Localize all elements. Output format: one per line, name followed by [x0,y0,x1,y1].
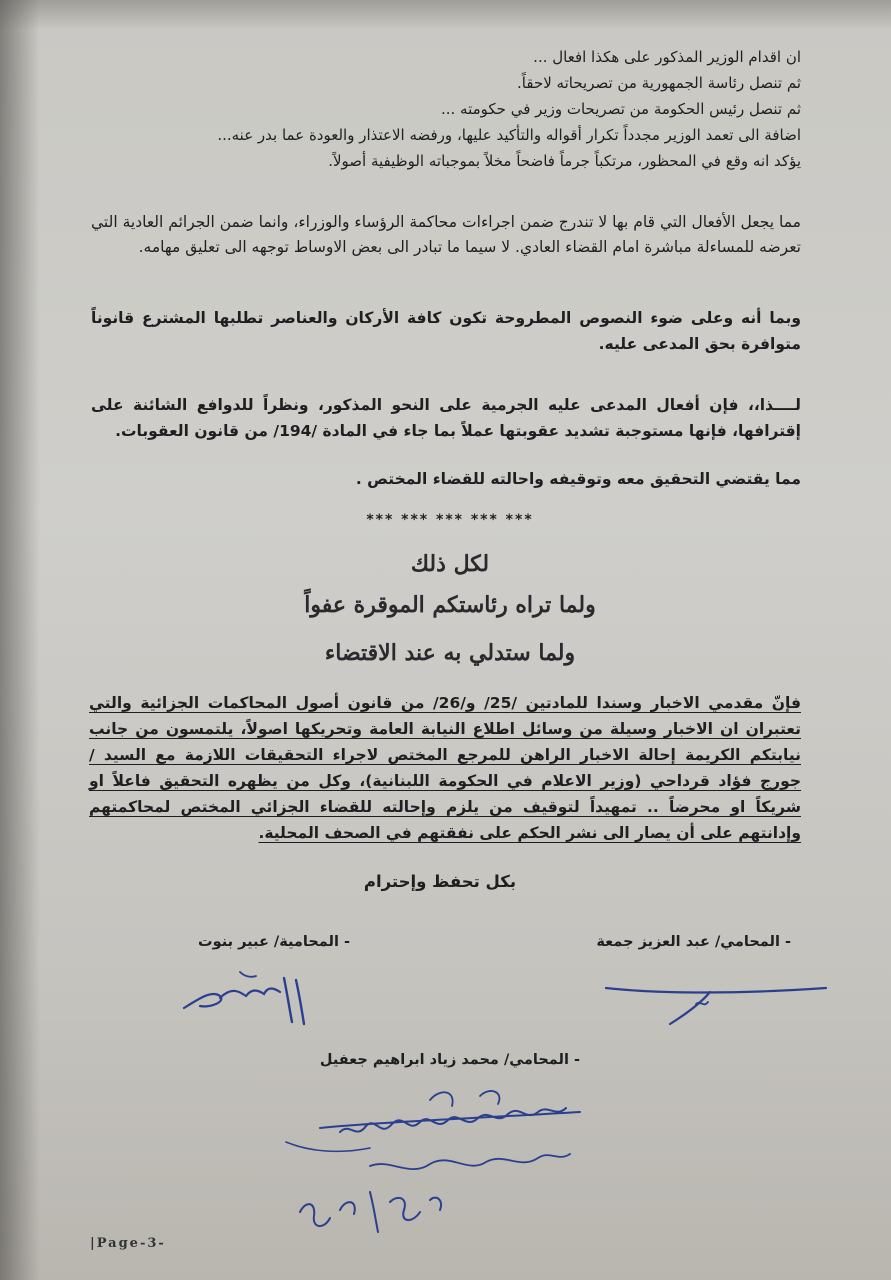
paragraph-5: مما يقتضي التحقيق معه وتوقيفه واحالته للقضاء المختص . [355,470,801,488]
signatory-left: - المحامية/ عبير بنوت [198,934,350,950]
signature-left [180,968,320,1028]
signature-right [600,978,830,1028]
heading-honorable-presidency: ولما تراه رئاستكم الموقرة عفواً [304,592,596,618]
paragraph-1 [91,44,801,174]
paragraph-2: مما يجعل الأفعال التي قام بها لا تندرج ضمن اجراءات محاكمة الرؤساء والوزراء، وانما ضمن الجرائم العادية التي تعرضه للمساءلة مباشرة امام القضاء العادي. لا سيما ما تبادر الى بعض الاوساط توجهه الى تعليق مهامه. [91,213,801,256]
paragraph-3: وبما أنه وعلى ضوء النصوص المطروحة تكون كافة الأركان والعناصر تطلبها المشترع قانوناً متوافرة بحق المدعى عليه. [91,309,801,353]
scan-top-shadow [0,0,891,30]
paragraph-request [89,690,801,846]
paragraph-1-line: ثم تنصل رئيس الحكومة من تصريحات وزير في حكومته ... [440,100,801,118]
heading-for-all-that: لكل ذلك [410,551,490,577]
lawyer-stamp-signature [280,1082,610,1242]
paragraph-1-line: اضافة الى تعمد الوزير مجدداً تكرار أقواله والتأكيد عليها، ورفضه الاعتذار والعودة عما بدر عنه... [217,126,801,144]
closing-salutation: بكل تحفظ وإحترام [363,872,517,891]
paragraph-1-line: ان اقدام الوزير المذكور على هكذا افعال ... [533,48,801,66]
paragraph-1-line: يؤكد انه وقع في المحظور، مرتكباً جرماً فاضحاً مخلاً بموجباته الوظيفية أصولاً. [328,152,801,170]
heading-when-needed: ولما ستدلي به عند الاقتضاء [324,640,576,666]
signatory-right: - المحامي/ عبد العزيز جمعة [596,934,791,950]
paragraph-request-text: فإنّ مقدمي الاخبار وسندا للمادتين /25/ و/26/ من قانون أصول المحاكمات الجزائية والتي تعتبران ان الاخبار وسيلة من وسائل اطلاع النيابة العامة وتحريكها اصولاً، يلتمسون من جانب نيابتكم الكريمة إحالة الاخبار الراهن للمرجع المختص لاجراء التحقيقات اللازمة مع السيد / جورج فؤاد قرداحي (وزير الاعلام في الحكومة اللبنانية)، وكل من يظهره التحقيق فاعلاً او شريكاً او محرضاً .. تمهيداً لتوقيف من يلزم وإحالته للقضاء الجزائي المختص لمحاكمتهم وإدانتهم على أن يصار الى نشر الحكم على نفقتهم في الصحف المحلية. [89,694,801,842]
section-separator: *** *** *** *** *** [366,512,534,528]
page-number: |Page-3- [90,1236,166,1251]
signatory-center: - المحامي/ محمد زياد ابراهيم جعفيل [319,1052,580,1068]
scan-edge-shadow [0,0,40,1280]
paragraph-1-line: ثم تنصل رئاسة الجمهورية من تصريحاته لاحقاً. [517,74,801,92]
paragraph-4: لــــذا،، فإن أفعال المدعى عليه الجرمية على النحو المذكور، ونظراً للدوافع الشائنة على إقترافها، فإنها مستوجبة تشديد عقوبتها عملاً بما جاء في المادة /194/ من قانون العقوبات. [91,396,801,440]
